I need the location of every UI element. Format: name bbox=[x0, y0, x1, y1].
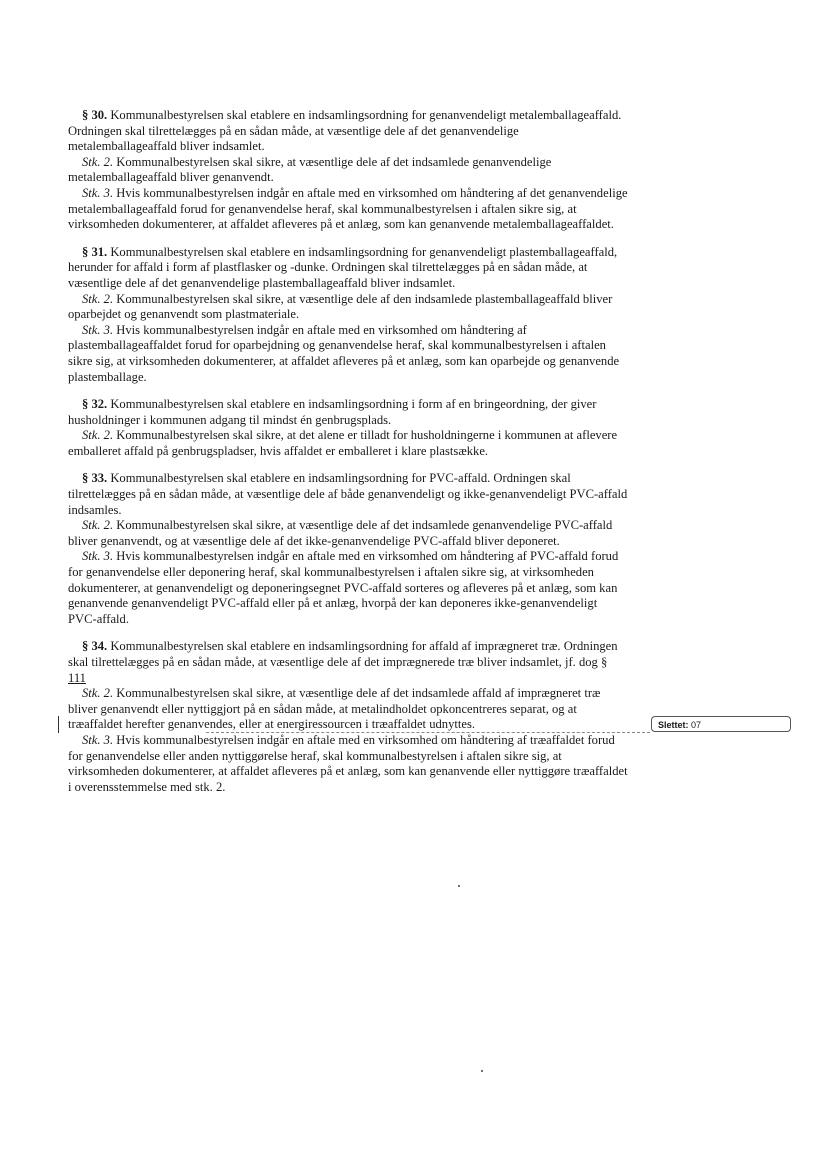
section-33-stk3 bbox=[68, 549, 628, 627]
section-number: § 33. bbox=[82, 471, 108, 486]
section-33-main bbox=[68, 471, 628, 518]
stk-label: Stk. 3. bbox=[82, 549, 114, 564]
stk-text: Kommunalbestyrelsen skal sikre, at det alene er tilladt for husholdningerne i kommunen at aflevere emballeret affald på genbrugspladser, hvis affaldet er emballeret i klare plastsække. bbox=[68, 428, 618, 458]
section-text: Kommunalbestyrelsen skal etablere en indsamlingsordning for PVC-affald. Ordningen skal tilrettelægges på en sådan måde, at væsentlige dele af både genanvendeligt og ikke-genanvendeligt PVC-affald indsamles. bbox=[68, 471, 628, 517]
section-number: § 30. bbox=[82, 108, 108, 122]
stk-label: Stk. 3. bbox=[82, 732, 114, 747]
stk-text: Hvis kommunalbestyrelsen indgår en aftale med en virksomhed om håndtering af det genanvendelige metalemballageaffald forud for genanvendelse heraf, skal kommunalbestyrelsen i aftalen sikre sig, at virksomheden dokumenterer, at affaldet afleveres på et anlæg, som kan genanvende metalemballageaffaldet. bbox=[68, 185, 628, 232]
section-31-main bbox=[68, 245, 628, 292]
scan-speck bbox=[481, 1070, 483, 1072]
stk-text: Kommunalbestyrelsen skal sikre, at væsentlige dele af det indsamlede genanvendelige PVC-affald bliver genanvendt, og at væsentlige dele af det ikke-genanvendelige PVC-affald bliver deponeret. bbox=[68, 518, 613, 548]
section-number: § 32. bbox=[82, 397, 108, 412]
section-34 bbox=[68, 639, 628, 795]
section-30 bbox=[68, 108, 628, 233]
section-text: Kommunalbestyrelsen skal etablere en indsamlingsordning for affald af imprægneret træ. Ordningen skal tilrettelægges på en sådan måde, at væsentlige dele af det imprægnerede træ bliver indsamlet, jf. dog § bbox=[68, 639, 618, 669]
balloon-label: Slettet: bbox=[658, 720, 689, 730]
stk-text: Kommunalbestyrelsen skal sikre, at væsentlige dele af den indsamlede plastemballageaffald bliver oparbejdet og genanvendt som plastmateriale. bbox=[68, 291, 613, 322]
stk-label: Stk. 2. bbox=[82, 428, 114, 443]
section-text: Kommunalbestyrelsen skal etablere en indsamlingsordning for genanvendeligt metalemballageaffald. Ordningen skal tilrettelægges på en sådan måde, at væsentlige dele af det genanvendelige metalemballageaffald bliver indsamlet. bbox=[68, 108, 622, 154]
stk-label: Stk. 2. bbox=[82, 518, 114, 533]
stk-label: Stk. 2. bbox=[82, 291, 114, 306]
stk-text: Hvis kommunalbestyrelsen indgår en aftale med en virksomhed om håndtering af træaffaldet forud for genanvendelse eller anden nyttiggørelse heraf, skal kommunalbestyrelsen i aftalen sikre sig, at virksomheden dokumenterer, at affaldet afleveres på et anlæg, som kan genanvende eller nyttiggøre træaffaldet i overensstemmelse med stk. 2. bbox=[68, 732, 628, 794]
section-32-main bbox=[68, 397, 628, 428]
stk-text: Hvis kommunalbestyrelsen indgår en aftale med en virksomhed om håndtering af PVC-affald forud for genanvendelse eller deponering heraf, skal kommunalbestyrelsen i aftalen sikre sig, at virksomheden dokumenterer, at genanvendeligt og deponeringsegnet PVC-affald sorteres og afleveres på et anlæg, som kan genanvende genanvendeligt PVC-affald eller på et anlæg, hvorpå der kan deponeres ikke-genanvendeligt PVC-affald. bbox=[68, 549, 619, 626]
section-number: § 31. bbox=[82, 244, 108, 259]
section-32-stk2 bbox=[68, 428, 628, 459]
stk-text: Kommunalbestyrelsen skal sikre, at væsentlige dele af det indsamlede genanvendelige metalemballageaffald bliver genanvendt. bbox=[68, 154, 552, 185]
section-31 bbox=[68, 245, 628, 385]
section-text: Kommunalbestyrelsen skal etablere en indsamlingsordning i form af en bringeordning, der giver husholdninger i kommunen adgang til mindst én genbrugsplads. bbox=[68, 397, 597, 427]
section-30-stk2 bbox=[68, 155, 628, 186]
section-30-main bbox=[68, 108, 628, 155]
stk-label: Stk. 2. bbox=[82, 686, 114, 701]
section-reference-link[interactable]: 111 bbox=[68, 670, 86, 685]
section-33-stk2 bbox=[68, 518, 628, 549]
revision-change-bar bbox=[58, 716, 59, 733]
scan-speck bbox=[458, 885, 460, 887]
section-30-stk3 bbox=[68, 186, 628, 233]
stk-label: Stk. 2. bbox=[82, 154, 114, 169]
section-31-stk3 bbox=[68, 323, 628, 385]
section-31-stk2 bbox=[68, 292, 628, 323]
stk-text: Hvis kommunalbestyrelsen indgår en aftale med en virksomhed om håndtering af plastemballageaffaldet forud for oparbejdning og genanvendelse heraf, skal kommunalbestyrelsen i aftalen sikre sig, at virksomheden dokumenterer, at affaldet afleveres på et anlæg, som kan oparbejde og genanvende plastemballage. bbox=[68, 322, 620, 384]
stk-label: Stk. 3. bbox=[82, 322, 114, 337]
section-33 bbox=[68, 471, 628, 627]
section-34-stk3 bbox=[68, 733, 628, 795]
balloon-value: 07 bbox=[688, 720, 702, 730]
stk-text: Kommunalbestyrelsen skal sikre, at væsentlige dele af det indsamlede affald af imprægneret træ bliver genanvendt eller nyttiggjort på en sådan måde, at metalindholdet opkoncentreres separat, og at træaffaldet herefter genanvendes, eller at energiressourcen i træaffaldet udnyttes. bbox=[68, 686, 601, 732]
section-34-stk2 bbox=[68, 686, 628, 733]
section-number: § 34. bbox=[82, 639, 108, 654]
section-text: Kommunalbestyrelsen skal etablere en indsamlingsordning for genanvendeligt plastemballageaffald, herunder for affald i form af plastflasker og -dunke. Ordningen skal tilrettelægges på en sådan måde, at væsentlige dele af det genanvendelige plastemballageaffald bliver indsamlet. bbox=[68, 244, 618, 290]
section-34-main bbox=[68, 639, 628, 686]
stk-label: Stk. 3. bbox=[82, 185, 114, 200]
section-32 bbox=[68, 397, 628, 459]
deletion-comment-balloon[interactable] bbox=[651, 716, 791, 732]
document-body bbox=[68, 108, 628, 807]
comment-connector-line bbox=[206, 732, 650, 733]
